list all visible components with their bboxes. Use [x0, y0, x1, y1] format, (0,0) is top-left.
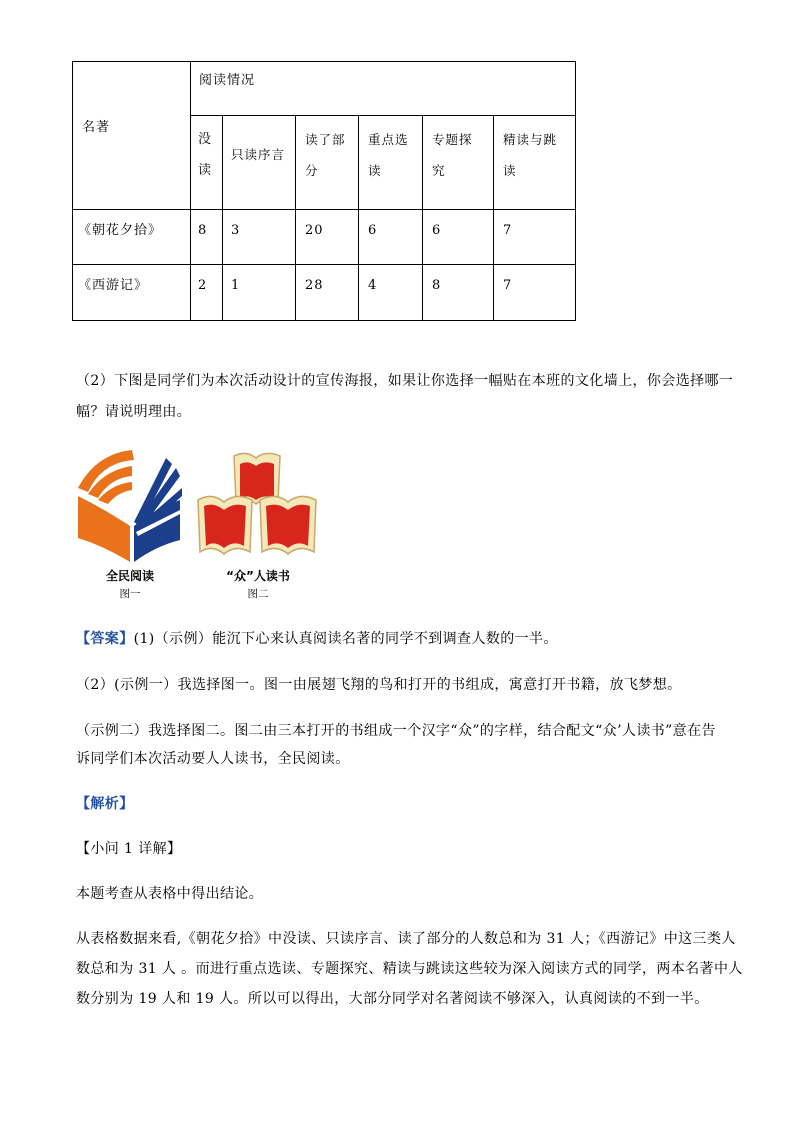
analysis-line: 数分别为 19 人和 19 人。所以可以得出，大部分同学对名著阅读不够深入，认真阅读的不到一半。	[76, 991, 709, 1007]
table-cell: 8	[198, 223, 208, 238]
answer-tag: 【答案】	[76, 631, 134, 647]
answer-line: （示例二）我选择图二。图二由三本打开的书组成一个汉字“众”的字样，结合配文“众’人读书”意在告	[76, 723, 716, 739]
col-header-line2: 分	[305, 163, 319, 178]
col-header-line1: 精读与跳	[503, 132, 558, 147]
analysis-tag: 【解析】	[76, 796, 134, 812]
answer-text: (1)（示例）能沉下心来认真阅读名著的同学不到调查人数的一半。	[133, 631, 558, 647]
table-cell: 7	[503, 278, 513, 293]
table-cell: 6	[368, 223, 378, 238]
col-header-line1: 专题探	[432, 132, 473, 147]
col-header-line1: 读了部	[305, 132, 346, 147]
col-header-line1: 只读序言	[231, 147, 286, 162]
table-cell: 2	[198, 278, 208, 293]
answer-line: （2）(示例一）我选择图一。图一由展翅飞翔的鸟和打开的书组成，寓意打开书籍，放飞梦想。	[76, 677, 682, 693]
analysis-line: 从表格数据来看,《朝花夕拾》中没读、只读序言、读了部分的人数总和为 31 人；《西游记》中这三类人	[76, 931, 736, 947]
question-line: （2）下图是同学们为本次活动设计的宣传海报，如果让你选择一幅贴在本班的文化墙上，你会选择哪一	[76, 373, 734, 389]
poster-everyone-reads	[194, 448, 322, 564]
poster-reading-for-all	[76, 448, 184, 564]
question-line: 幅？请说明理由。	[76, 404, 192, 420]
table-cell: 3	[231, 223, 241, 238]
table-name-header: 名著	[82, 120, 111, 135]
table-cell: 4	[368, 278, 378, 293]
three-books-icon	[194, 448, 322, 564]
poster-caption: 全民阅读	[105, 569, 154, 583]
table-cell: 7	[503, 223, 513, 238]
table-cell: 1	[231, 278, 241, 293]
reading-survey-table	[72, 61, 576, 321]
table-cell: 20	[305, 223, 324, 238]
col-header-line2: 读	[198, 163, 213, 178]
analysis-subheading: 【小问 1 详解】	[76, 841, 182, 857]
table-group-header: 阅读情况	[199, 73, 256, 88]
answer-line	[76, 628, 558, 648]
poster-caption: “众”人读书	[226, 569, 290, 583]
poster-sub-caption: 图一	[119, 588, 141, 600]
analysis-line: 数总和为 31 人 。而进行重点选读、专题探究、精读与跳读这些较为深入阅读方式的同学，两本名著中人	[76, 961, 743, 977]
book-title: 《西游记》	[78, 278, 149, 293]
col-header-line1: 重点选	[368, 132, 409, 147]
poster-sub-caption: 图二	[247, 588, 269, 600]
table-cell: 28	[305, 278, 324, 293]
analysis-line: 本题考查从表格中得出结论。	[76, 886, 264, 902]
col-header-line1: 没	[198, 132, 213, 147]
book-bird-icon	[76, 448, 184, 564]
col-header-line2: 读	[368, 163, 382, 178]
col-header-line2: 究	[432, 163, 446, 178]
table-cell: 8	[432, 278, 442, 293]
book-title: 《朝花夕拾》	[78, 223, 163, 238]
table-cell: 6	[432, 223, 442, 238]
answer-line: 诉同学们本次活动要人人读书，全民阅读。	[76, 751, 350, 767]
col-header-line2: 读	[503, 163, 517, 178]
